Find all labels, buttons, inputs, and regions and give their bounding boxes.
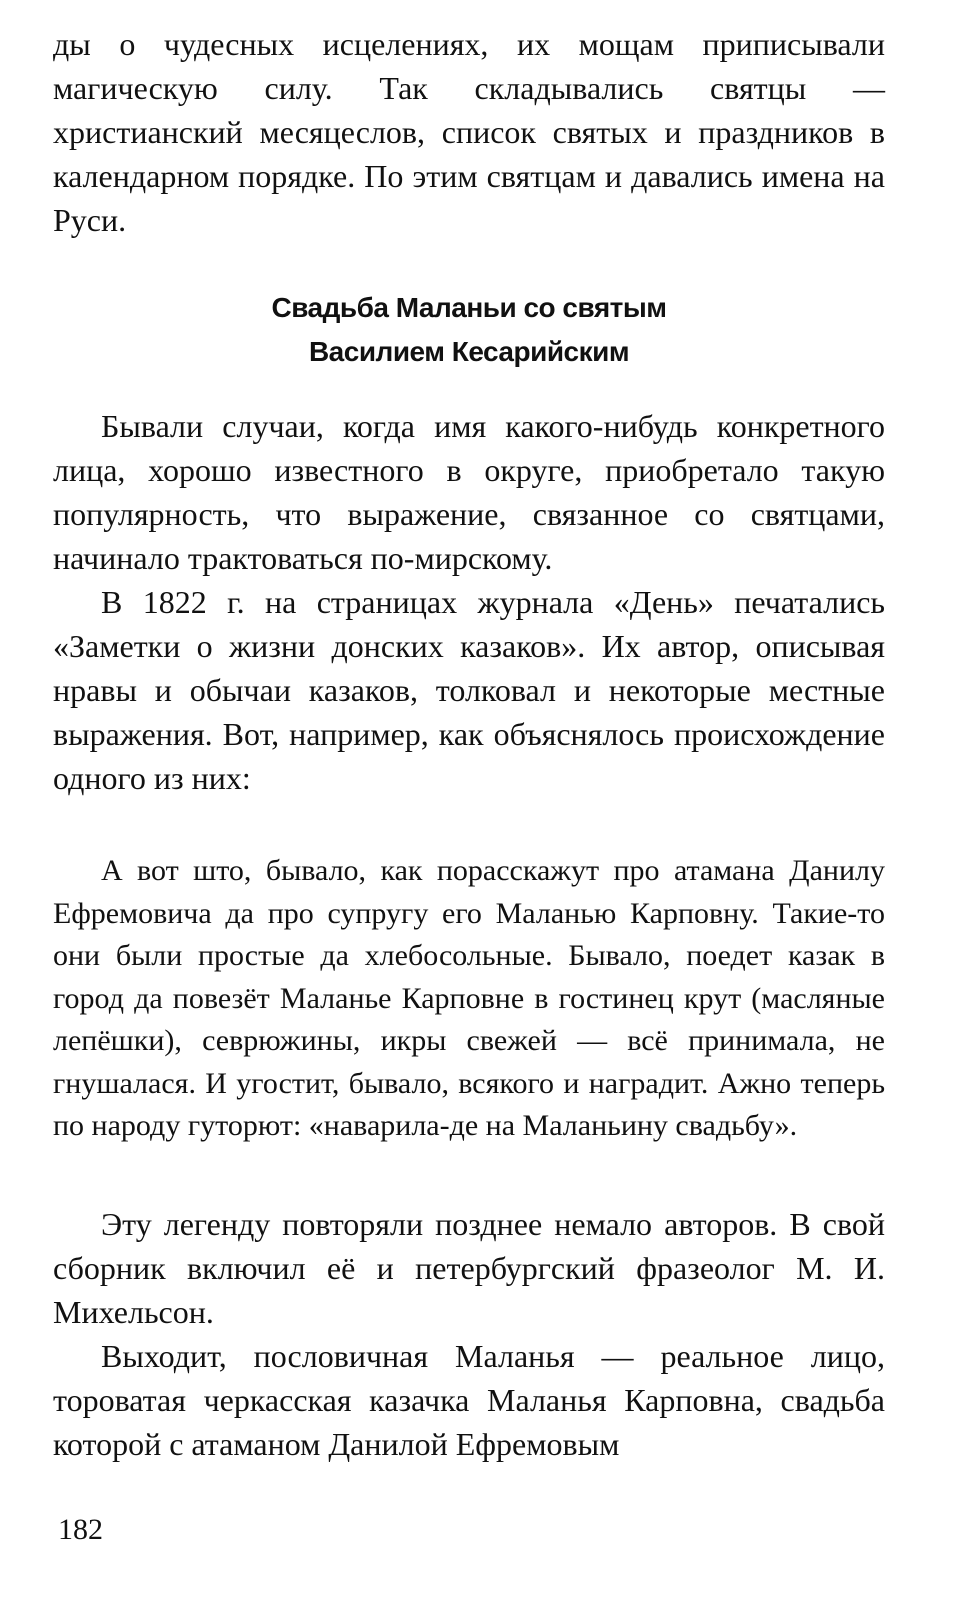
section-heading bbox=[53, 286, 885, 374]
quote-block bbox=[53, 850, 885, 1148]
page-body bbox=[53, 22, 885, 1466]
section-heading-line-2: Василием Кесарийским bbox=[308, 336, 630, 367]
paragraph-1: Бывали случаи, когда имя какого-нибудь конкретного лица, хорошо известного в округе, приобретало такую популярность, что выражение, связанное со святцами, начинало трактоваться по-мирскому. bbox=[53, 408, 885, 576]
paragraph-2: В 1822 г. на страницах журнала «День» печатались «Заметки о жизни донских казаков». Их автор, описывая нравы и обычаи казаков, толковал и некоторые местные выражения. Вот, например, как объяснялось происхождение одного из них: bbox=[53, 584, 885, 796]
page-number: 182 bbox=[58, 1513, 103, 1546]
section-heading-line-1: Свадьба Маланьи со святым bbox=[271, 292, 667, 323]
quote-text: А вот што, бывало, как порасскажут про атамана Данилу Ефремовича да про супругу его Маланью Карповну. Такие-то они были простые да хлебосольные. Бывало, поедет казак в город да повезёт Маланье Карповне в гостинец крут (масляные лепёшки), севрюжины, икры свежей — всё принимала, не гнушалася. И угостит, бывало, всякого и наградит. Ажно теперь по народу гуторют: «наварила-де на Маланьину свадьбу». bbox=[53, 854, 885, 1142]
intro-paragraph: ды о чудесных исцелениях, их мощам приписывали магическую силу. Так складывались святцы — христианский месяцеслов, список святых и праздников в календарном порядке. По этим святцам и давались имена на Руси. bbox=[53, 26, 885, 238]
paragraph-3: Эту легенду повторяли позднее немало авторов. В свой сборник включил её и петербургский фразеолог М. И. Михельсон. bbox=[53, 1205, 885, 1330]
paragraph-4: Выходит, пословичная Маланья — реальное лицо, тороватая черкасская казачка Маланья Карповна, свадьба которой с атаманом Данилой Ефремовым bbox=[53, 1337, 885, 1462]
